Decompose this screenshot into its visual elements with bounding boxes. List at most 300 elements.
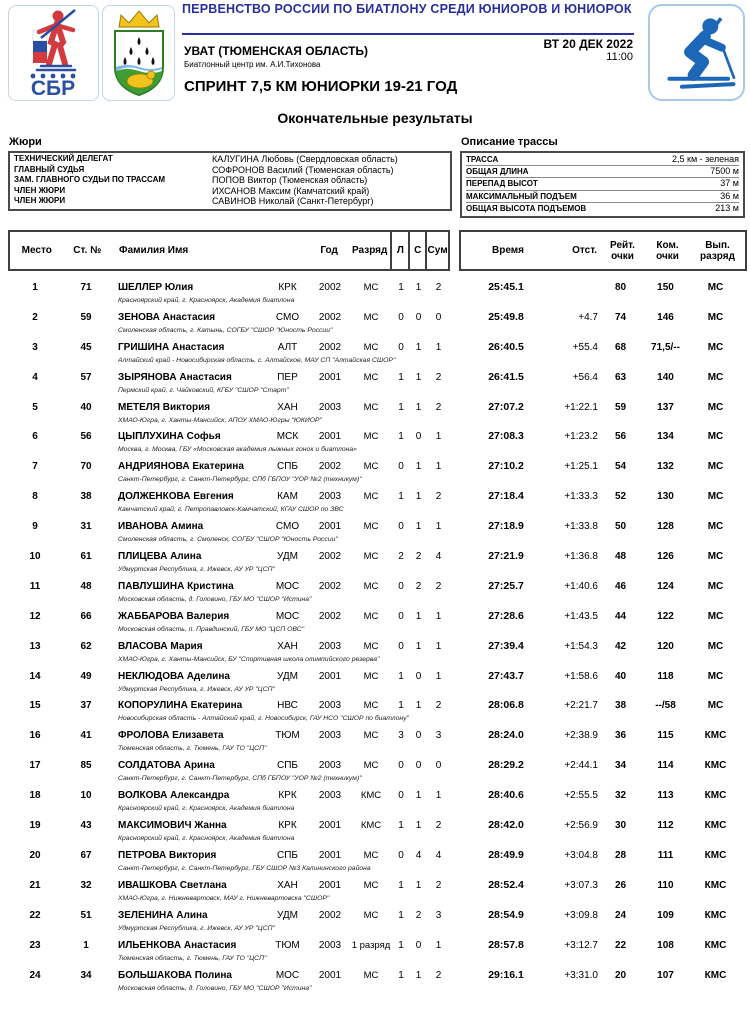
bib-cell: 48 [80, 580, 92, 592]
rank-cell: МС [363, 700, 379, 712]
time-cell: 25:45.1 [488, 281, 524, 294]
achieved-rank-cell: МС [707, 521, 724, 533]
uvat-coat-of-arms [102, 5, 175, 101]
time-cell: 28:42.0 [488, 819, 524, 832]
team-points-cell: 107 [657, 969, 674, 981]
result-row-main [0, 638, 750, 654]
header-divider [182, 33, 634, 35]
behind-cell: +55.4 [572, 341, 598, 353]
col-sum: Сум [425, 232, 448, 269]
athlete-name: АНДРИЯНОВА Екатерина [118, 461, 244, 473]
result-row [0, 309, 750, 339]
result-row-main [0, 967, 750, 983]
course-row [466, 203, 739, 214]
place-cell: 4 [32, 371, 38, 383]
standing-misses-cell: 1 [415, 820, 422, 832]
behind-cell: +3:04.8 [564, 849, 598, 861]
prone-misses-cell: 1 [398, 670, 404, 682]
course-row [466, 191, 739, 203]
result-row-main [0, 399, 750, 415]
rank-cell: МС [363, 282, 379, 294]
total-misses-cell: 4 [435, 849, 442, 861]
venue-detail: Биатлонный центр им. А.И.Тихонова [184, 60, 321, 69]
place-cell: 21 [29, 879, 41, 891]
rating-points-cell: 80 [614, 282, 627, 294]
result-row [0, 967, 750, 997]
biathlete-logo-icon [11, 8, 96, 98]
jury-role: ЧЛЕН ЖЮРИ [14, 185, 66, 195]
rating-points-cell: 22 [614, 939, 627, 951]
athlete-name: ЗЫРЯНОВА Анастасия [118, 371, 232, 383]
rating-points-cell: 20 [614, 969, 627, 981]
total-misses-cell: 2 [435, 879, 442, 891]
behind-cell: +3:09.8 [564, 909, 598, 921]
athlete-affiliation: Камчатский край, г. Петропавловск-Камчатский, КГАУ СШОР по ЗВС [118, 506, 344, 514]
rating-points-cell: 24 [614, 909, 627, 921]
behind-cell: +56.4 [572, 371, 598, 383]
prone-misses-cell: 1 [398, 371, 404, 383]
col-prone: Л [390, 232, 408, 269]
place-cell: 10 [29, 551, 41, 563]
athlete-affiliation: Новосибирская область - Алтайский край, г. Новосибирск, ГАУ НСО "СШОР по биатлону" [118, 715, 409, 723]
col-achieved-rank: Вып. разряд [700, 239, 735, 262]
place-cell: 11 [29, 580, 41, 592]
region-code-cell: КРК [278, 790, 297, 802]
birth-year-cell: 2002 [318, 610, 342, 622]
place-cell: 18 [29, 790, 41, 802]
team-points-cell: 115 [657, 730, 674, 742]
place-cell: 19 [29, 820, 41, 832]
behind-cell: +1:33.3 [564, 491, 598, 503]
standing-misses-cell: 1 [415, 879, 422, 891]
rank-cell: МС [363, 670, 379, 682]
region-code-cell: ТЮМ [275, 730, 300, 742]
achieved-rank-cell: КМС [704, 790, 727, 802]
total-misses-cell: 2 [435, 580, 442, 592]
standing-misses-cell: 1 [415, 700, 422, 712]
jury-heading: Жюри [9, 136, 42, 148]
team-points-cell: 137 [657, 401, 674, 413]
total-misses-cell: 2 [435, 820, 442, 832]
time-cell: 27:21.9 [488, 550, 524, 563]
achieved-rank-cell: МС [707, 610, 724, 622]
place-cell: 22 [29, 909, 41, 921]
standing-misses-cell: 0 [415, 730, 422, 742]
prone-misses-cell: 0 [398, 311, 404, 323]
rating-points-cell: 68 [614, 341, 627, 353]
behind-cell: +1:33.8 [564, 521, 598, 533]
athlete-name: БОЛЬШАКОВА Полина [118, 969, 232, 981]
event-date: ВТ 20 ДЕК 2022 [543, 37, 633, 51]
time-cell: 29:16.1 [488, 968, 524, 981]
result-row [0, 548, 750, 578]
rank-cell: КМС [360, 790, 382, 802]
achieved-rank-cell: КМС [704, 760, 727, 772]
venue-block [184, 44, 457, 95]
time-cell: 28:40.6 [488, 789, 524, 802]
achieved-rank-cell: МС [707, 461, 724, 473]
result-row-main [0, 817, 750, 833]
time-cell: 28:54.9 [488, 908, 524, 921]
athlete-name: ПАВЛУШИНА Кристина [118, 580, 234, 592]
bib-cell: 66 [80, 610, 92, 622]
result-row-main [0, 608, 750, 624]
table-header-right-box [459, 230, 747, 271]
jury-section [8, 136, 452, 218]
result-row [0, 697, 750, 727]
jury-role: ГЛАВНЫЙ СУДЬЯ [14, 164, 85, 174]
rank-cell: МС [363, 311, 379, 323]
result-row-main [0, 757, 750, 773]
place-cell: 17 [29, 760, 41, 772]
col-place: Место [21, 245, 52, 257]
course-row [466, 154, 739, 166]
course-parameter: МАКСИМАЛЬНЫЙ ПОДЪЕМ [466, 191, 577, 201]
team-points-cell: 109 [657, 909, 674, 921]
prone-misses-cell: 0 [398, 580, 404, 592]
achieved-rank-cell: КМС [704, 820, 727, 832]
birth-year-cell: 2001 [318, 820, 342, 832]
prone-misses-cell: 3 [398, 730, 404, 742]
bib-cell: 62 [80, 640, 92, 652]
behind-cell: +2:56.9 [564, 820, 598, 832]
standing-misses-cell: 1 [415, 461, 422, 473]
achieved-rank-cell: МС [707, 580, 724, 592]
behind-cell: +2:38.9 [564, 730, 598, 742]
bib-cell: 59 [80, 311, 92, 323]
col-team-points: Ком. очки [656, 239, 679, 262]
birth-year-cell: 2001 [318, 849, 342, 861]
birth-year-cell: 2003 [318, 790, 342, 802]
bib-cell: 40 [80, 401, 92, 413]
result-row-main [0, 787, 750, 803]
standing-misses-cell: 1 [415, 341, 422, 353]
result-row-main [0, 369, 750, 385]
time-cell: 28:29.2 [488, 759, 524, 772]
region-code-cell: МОС [275, 610, 300, 622]
birth-year-cell: 2003 [318, 939, 342, 951]
time-cell: 27:18.4 [488, 490, 524, 503]
jury-role: ЧЛЕН ЖЮРИ [14, 196, 66, 206]
table-header-left-box [8, 230, 450, 271]
jury-person: КАЛУГИНА Любовь (Свердловская область) [212, 154, 398, 164]
prone-misses-cell: 2 [398, 551, 404, 563]
rating-points-cell: 52 [614, 491, 627, 503]
course-value: 213 м [715, 202, 739, 213]
rating-points-cell: 36 [614, 730, 627, 742]
result-row-main [0, 697, 750, 713]
event-start-time: 11:00 [606, 51, 633, 63]
event-name: СПРИНТ 7,5 КМ ЮНИОРКИ 19-21 ГОД [184, 78, 458, 95]
rating-points-cell: 44 [614, 610, 627, 622]
bib-cell: 45 [80, 341, 92, 353]
achieved-rank-cell: МС [707, 551, 724, 563]
rank-cell: МС [363, 849, 379, 861]
result-row-main [0, 907, 750, 923]
info-section [8, 136, 745, 218]
athlete-name: ЗЕНОВА Анастасия [118, 311, 216, 323]
rating-points-cell: 28 [614, 849, 627, 861]
team-points-cell: 134 [657, 431, 674, 443]
total-misses-cell: 2 [435, 700, 442, 712]
achieved-rank-cell: КМС [704, 730, 727, 742]
region-code-cell: СПБ [277, 849, 298, 861]
region-code-cell: ХАН [277, 640, 298, 652]
team-points-cell: 110 [657, 879, 674, 891]
region-code-cell: МОС [275, 969, 300, 981]
behind-cell: +3:07.3 [564, 879, 598, 891]
team-points-cell: 130 [657, 491, 674, 503]
behind-cell: +2:21.7 [564, 700, 598, 712]
birth-year-cell: 2003 [318, 401, 342, 413]
region-code-cell: ТЮМ [275, 939, 300, 951]
bib-cell: 32 [80, 879, 92, 891]
athlete-name: ПЕТРОВА Виктория [118, 849, 217, 861]
rating-points-cell: 32 [614, 790, 627, 802]
results-subtitle: Окончательные результаты [277, 110, 473, 126]
rank-cell: МС [363, 341, 379, 353]
region-code-cell: НВС [277, 700, 298, 712]
standing-misses-cell: 2 [415, 551, 422, 563]
result-row [0, 638, 750, 668]
achieved-rank-cell: МС [707, 341, 724, 353]
rank-cell: МС [363, 969, 379, 981]
result-row-main [0, 548, 750, 564]
athlete-name: ИВАНОВА Амина [118, 521, 204, 533]
place-cell: 20 [29, 849, 41, 861]
result-row [0, 937, 750, 967]
athlete-name: МАКСИМОВИЧ Жанна [118, 820, 227, 832]
athlete-affiliation: Московская область, п. Правдинский, ГБУ МО "ЦСП ОВС" [118, 625, 305, 633]
col-rating-points: Рейт. очки [610, 239, 635, 262]
course-section [460, 136, 745, 218]
place-cell: 13 [29, 640, 41, 652]
prone-misses-cell: 1 [398, 431, 404, 443]
total-misses-cell: 1 [435, 341, 442, 353]
region-code-cell: СМО [275, 521, 300, 533]
jury-person: СОФРОНОВ Василий (Тюменская область) [212, 164, 394, 175]
athlete-name: КОПОРУЛИНА Екатерина [118, 700, 243, 712]
behind-cell: +1:58.6 [564, 670, 598, 682]
place-cell: 12 [29, 610, 41, 622]
result-row-main [0, 668, 750, 684]
behind-cell: +1:54.3 [564, 640, 598, 652]
prone-misses-cell: 0 [398, 461, 404, 473]
col-year: Год [320, 245, 338, 257]
sbr-union-logo [8, 5, 99, 101]
standing-misses-cell: 4 [415, 849, 422, 861]
prone-misses-cell: 0 [398, 849, 404, 861]
region-code-cell: УДМ [276, 670, 298, 682]
birth-year-cell: 2002 [318, 551, 342, 563]
result-row [0, 907, 750, 937]
result-row [0, 757, 750, 787]
time-cell: 25:49.8 [488, 310, 524, 323]
birth-year-cell: 2003 [318, 730, 342, 742]
team-points-cell: --/58 [655, 700, 676, 712]
result-row [0, 428, 750, 458]
prone-misses-cell: 1 [398, 282, 404, 294]
team-points-cell: 128 [657, 521, 674, 533]
birth-year-cell: 2003 [318, 640, 342, 652]
athlete-affiliation: Смоленская область, г. Катынь, СОГБУ "СШОР "Юность России" [118, 326, 333, 334]
rank-cell: МС [363, 431, 379, 443]
standing-misses-cell: 1 [415, 969, 422, 981]
result-row [0, 877, 750, 907]
result-row [0, 488, 750, 518]
athlete-affiliation: ХМАО-Югра, г. Ханты-Мансийск, БУ "Спортивная школа олимпийского резерва" [118, 655, 380, 663]
col-name: Фамилия Имя [119, 245, 189, 257]
behind-cell: +1:22.1 [564, 401, 598, 413]
bib-cell: 51 [80, 909, 92, 921]
prone-misses-cell: 1 [398, 401, 404, 413]
rank-cell: МС [363, 461, 379, 473]
standing-misses-cell: 0 [415, 939, 422, 951]
jury-row [14, 175, 446, 186]
rank-cell: МС [363, 730, 379, 742]
time-cell: 28:52.4 [488, 878, 524, 891]
athlete-name: ЦЫПЛУХИНА Софья [118, 431, 221, 443]
region-code-cell: СПБ [277, 461, 298, 473]
result-row [0, 787, 750, 817]
region-code-cell: УДМ [276, 909, 298, 921]
prone-misses-cell: 0 [398, 760, 404, 772]
rating-points-cell: 56 [614, 431, 627, 443]
achieved-rank-cell: МС [707, 670, 724, 682]
athlete-affiliation: Тюменская область, г. Тюмень, ГАУ ТО "ЦСП" [118, 745, 267, 753]
birth-year-cell: 2002 [318, 909, 342, 921]
time-cell: 27:43.7 [488, 669, 524, 682]
athlete-affiliation: Санкт-Петербург, г. Санкт-Петербург, СПб ГБПОУ "УОР №2 (техникум)" [118, 775, 362, 783]
jury-person: САВИНОВ Николай (Санкт-Петербург) [212, 196, 374, 207]
behind-cell: +1:43.5 [564, 610, 598, 622]
rank-cell: МС [363, 551, 379, 563]
course-parameter: ОБЩАЯ ДЛИНА [466, 167, 529, 177]
result-row-main [0, 727, 750, 743]
rank-cell: МС [363, 610, 379, 622]
team-points-cell: 150 [657, 282, 674, 294]
birth-year-cell: 2002 [318, 461, 342, 473]
athlete-affiliation: Смоленская область, г. Смоленск, СОГБУ "СШОР "Юность России" [118, 536, 338, 544]
achieved-rank-cell: МС [707, 700, 724, 712]
rating-points-cell: 38 [614, 700, 627, 712]
course-row [466, 166, 739, 178]
athlete-name: ГРИШИНА Анастасия [118, 341, 225, 353]
athlete-name: ИВАШКОВА Светлана [118, 879, 227, 891]
team-points-cell: 140 [657, 371, 674, 383]
standing-misses-cell: 1 [415, 610, 422, 622]
rating-points-cell: 48 [614, 551, 627, 563]
rating-points-cell: 54 [614, 461, 627, 473]
rating-points-cell: 63 [614, 371, 627, 383]
bib-cell: 38 [80, 491, 92, 503]
standing-misses-cell: 0 [415, 431, 422, 443]
athlete-affiliation: Московская область, д. Головино, ГБУ МО "СШОР "Истина" [118, 595, 312, 603]
place-cell: 7 [32, 461, 38, 473]
athlete-affiliation: Удмуртская Республика, г. Ижевск, АУ УР "ЦСП" [118, 924, 275, 932]
time-cell: 26:40.5 [488, 340, 524, 353]
total-misses-cell: 1 [435, 670, 442, 682]
achieved-rank-cell: МС [707, 431, 724, 443]
total-misses-cell: 2 [435, 401, 442, 413]
jury-person: ПОПОВ Виктор (Тюменская область) [212, 175, 368, 186]
result-row [0, 608, 750, 638]
jury-row [14, 165, 446, 176]
result-row-main [0, 309, 750, 325]
result-row-main [0, 339, 750, 355]
place-cell: 3 [32, 341, 38, 353]
total-misses-cell: 4 [435, 551, 442, 563]
place-cell: 15 [29, 700, 41, 712]
jury-row [14, 186, 446, 197]
behind-cell: +1:25.1 [564, 461, 598, 473]
athlete-name: ЗЕЛЕНИНА Алина [118, 909, 208, 921]
bib-cell: 57 [80, 371, 92, 383]
bib-cell: 85 [80, 760, 92, 772]
result-row-main [0, 488, 750, 504]
time-cell: 27:07.2 [488, 400, 524, 413]
total-misses-cell: 0 [435, 311, 442, 323]
athlete-affiliation: Тюменская область, г. Тюмень, ГАУ ТО "ЦСП" [118, 954, 267, 962]
team-points-cell: 112 [657, 820, 674, 832]
competition-title: ПЕРВЕНСТВО РОССИИ ПО БИАТЛОНУ СРЕДИ ЮНИОРОВ И ЮНИОРОК [182, 2, 632, 16]
prone-misses-cell: 1 [398, 969, 404, 981]
achieved-rank-cell: КМС [704, 879, 727, 891]
date-block [544, 37, 633, 63]
achieved-rank-cell: КМС [704, 849, 727, 861]
prone-misses-cell: 1 [398, 491, 404, 503]
time-cell: 28:24.0 [488, 729, 524, 742]
total-misses-cell: 1 [435, 640, 442, 652]
course-parameter: ТРАССА [466, 155, 499, 164]
athlete-name: ПЛИЦЕВА Алина [118, 551, 202, 563]
time-cell: 27:18.9 [488, 520, 524, 533]
athlete-name: НЕКЛЮДОВА Аделина [118, 670, 230, 682]
athlete-name: ИЛЬЕНКОВА Анастасия [118, 939, 237, 951]
standing-misses-cell: 0 [415, 311, 422, 323]
region-code-cell: МСК [276, 431, 299, 443]
bib-cell: 43 [80, 820, 92, 832]
result-row-main [0, 937, 750, 953]
prone-misses-cell: 1 [398, 879, 404, 891]
athlete-affiliation: Алтайский край - Новосибирская область, с. Алтайское, МАУ СП "Алтайская СШОР" [118, 356, 396, 364]
achieved-rank-cell: МС [707, 640, 724, 652]
rank-cell: МС [363, 401, 379, 413]
col-behind: Отст. [572, 245, 597, 257]
result-row [0, 668, 750, 698]
prone-misses-cell: 1 [398, 939, 404, 951]
total-misses-cell: 1 [435, 431, 442, 443]
biathlon-pictogram [648, 4, 745, 101]
col-bib: Ст. № [73, 245, 102, 257]
behind-cell: +3:31.0 [564, 969, 598, 981]
rating-points-cell: 50 [614, 521, 627, 533]
result-row-main [0, 518, 750, 534]
result-row-main [0, 877, 750, 893]
behind-cell: +2:44.1 [564, 760, 598, 772]
birth-year-cell: 2001 [318, 969, 342, 981]
athlete-affiliation: Москва, г. Москва, ГБУ «Московская академия лыжных гонок и биатлона» [118, 446, 357, 454]
total-misses-cell: 1 [435, 461, 442, 473]
time-cell: 28:49.9 [488, 848, 524, 861]
time-cell: 27:08.3 [488, 430, 524, 443]
region-code-cell: КРК [278, 282, 297, 294]
rating-points-cell: 42 [614, 640, 627, 652]
rank-cell: МС [363, 521, 379, 533]
rank-cell: МС [363, 909, 379, 921]
place-cell: 24 [29, 969, 41, 981]
bib-cell: 10 [80, 790, 92, 802]
